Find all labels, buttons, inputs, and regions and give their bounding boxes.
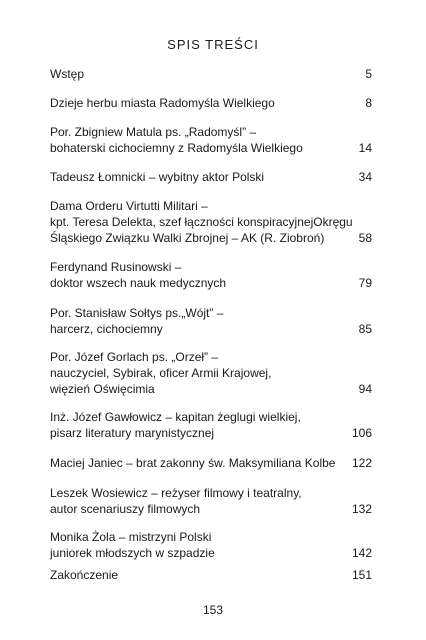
entry-line: pisarz literatury marynistycznej bbox=[50, 426, 215, 440]
entry-line: Monika Żola – mistrzyni Polski bbox=[50, 530, 212, 544]
entry-line: Leszek Wosiewicz – reżyser filmowy i teatralny, bbox=[50, 486, 302, 500]
toc-entry-dzieje-herbu bbox=[50, 95, 372, 111]
entry-page-number: 122 bbox=[351, 456, 372, 470]
entry-line: Ferdynand Rusinowski – bbox=[50, 260, 182, 274]
entry-line: Tadeusz Łomnicki – wybitny aktor Polski bbox=[50, 170, 265, 184]
entry-page-number: 94 bbox=[358, 382, 372, 396]
entry-page-number: 5 bbox=[365, 67, 372, 81]
entry-line: Maciej Janiec – brat zakonny św. Maksymiliana Kolbe bbox=[50, 456, 336, 470]
entry-line: Por. Józef Gorlach ps. „Orzeł” – bbox=[50, 350, 219, 364]
toc-title: SPIS TREŚCI bbox=[167, 37, 259, 52]
entry-page-number: 85 bbox=[358, 322, 372, 336]
entry-line: Wstęp bbox=[50, 67, 85, 81]
toc-entry-wstep bbox=[50, 66, 372, 82]
entry-line: Dzieje herbu miasta Radomyśla Wielkiego bbox=[50, 96, 275, 110]
entry-line: kpt. Teresa Delekta, szef łączności konspiracyjnejOkręgu bbox=[50, 215, 353, 229]
entry-page-number: 8 bbox=[365, 96, 372, 110]
entry-page-number: 58 bbox=[358, 231, 372, 245]
entry-line: autor scenariuszy filmowych bbox=[50, 502, 201, 516]
entry-page-number: 106 bbox=[351, 426, 372, 440]
entry-line: Dama Orderu Virtutti Militari – bbox=[50, 199, 208, 213]
toc-entry-delekta bbox=[50, 198, 372, 246]
toc-entry-matula bbox=[50, 124, 372, 156]
entry-line: Zakończenie bbox=[50, 568, 119, 582]
toc-entry-zola bbox=[50, 529, 372, 561]
entry-line: Inż. Józef Gawłowicz – kapitan żeglugi wielkiej, bbox=[50, 410, 301, 424]
entry-line: doktor wszech nauk medycznych bbox=[50, 276, 227, 290]
entry-line: harcerz, cichociemny bbox=[50, 322, 163, 336]
toc-entry-gawlowicz bbox=[50, 409, 372, 441]
toc-entry-soltys bbox=[50, 305, 372, 337]
entry-page-number: 151 bbox=[351, 568, 372, 582]
entry-page-number: 34 bbox=[358, 170, 372, 184]
toc-entry-wosiewicz bbox=[50, 485, 372, 517]
toc-entry-lomnicki bbox=[50, 169, 372, 185]
toc-entry-rusinowski bbox=[50, 259, 372, 291]
toc-entry-gorlach bbox=[50, 349, 372, 397]
entry-line: bohaterski cichociemny z Radomyśla Wielkiego bbox=[50, 141, 303, 155]
entry-page-number: 14 bbox=[358, 141, 372, 155]
entry-page-number: 142 bbox=[351, 546, 372, 560]
entry-line: Por. Stanisław Sołtys ps.„Wójt” – bbox=[50, 306, 224, 320]
entry-line: Por. Zbigniew Matula ps. „Radomyśl” – bbox=[50, 125, 257, 139]
entry-page-number: 79 bbox=[358, 276, 372, 290]
entry-line: nauczyciel, Sybirak, oficer Armii Krajowej, bbox=[50, 366, 272, 380]
page-folio-number: 153 bbox=[202, 603, 224, 617]
toc-entry-zakonczenie bbox=[50, 567, 372, 583]
entry-line: Śląskiego Związku Walki Zbrojnej – AK (R. Ziobroń) bbox=[50, 231, 325, 245]
entry-line: więzień Oświęcimia bbox=[50, 382, 155, 396]
toc-entry-janiec bbox=[50, 455, 372, 471]
entry-line: juniorek młodszych w szpadzie bbox=[50, 546, 215, 560]
entry-page-number: 132 bbox=[351, 502, 372, 516]
